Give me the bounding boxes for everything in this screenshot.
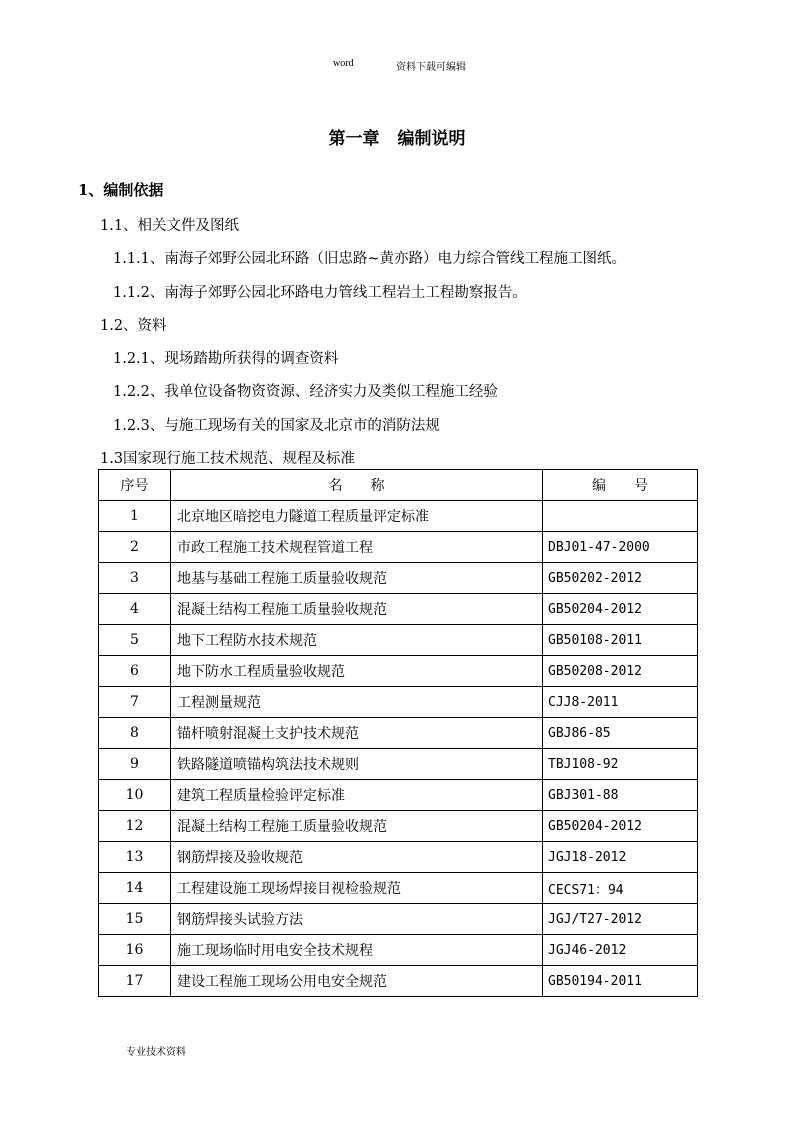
table-row [99,966,698,997]
cell-no: 7 [99,687,171,718]
cell-no: 8 [99,718,171,749]
cell-no: 15 [99,904,171,935]
item-1-1-1: 1.1.1、南海子郊野公园北环路（旧忠路~黄亦路）电力综合管线工程施工图纸。 [113,251,627,267]
table-row [99,842,698,873]
cell-name: 工程测量规范 [171,687,543,718]
cell-no: 10 [99,780,171,811]
chapter-number: 第一章 [328,129,380,149]
cell-code: GB50204-2012 [543,594,698,625]
cell-no: 13 [99,842,171,873]
chapter-name: 编制说明 [397,129,466,149]
cell-name: 施工现场临时用电安全技术规程 [171,935,543,966]
cell-name: 地基与基础工程施工质量验收规范 [171,563,543,594]
cell-no: 16 [99,935,171,966]
cell-code: GBJ86-85 [543,718,698,749]
cell-code: CECS71：94 [543,873,698,904]
cell-code: DBJ01-47-2000 [543,532,698,563]
subsection-1-3: 1.3国家现行施工技术规范、规程及标准 [100,451,356,467]
cell-name: 建筑工程质量检验评定标准 [171,780,543,811]
item-1-1-2: 1.1.2、南海子郊野公园北环路电力管线工程岩土工程勘察报告。 [113,285,527,301]
cell-code: JGJ18-2012 [543,842,698,873]
cell-code: TBJ108-92 [543,749,698,780]
cell-code: CJJ8-2011 [543,687,698,718]
cell-code [543,501,698,532]
table-row [99,904,698,935]
table-row [99,687,698,718]
table-body [99,501,698,997]
cell-no: 3 [99,563,171,594]
header-name: 名 称 [171,470,543,501]
table-row [99,532,698,563]
header-right-label: 资料下载可编辑 [396,62,466,73]
table-row [99,811,698,842]
table-row [99,563,698,594]
cell-name: 锚杆喷射混凝土支护技术规范 [171,718,543,749]
cell-code: JGJ/T27-2012 [543,904,698,935]
cell-name: 钢筋焊接及验收规范 [171,842,543,873]
cell-no: 5 [99,625,171,656]
cell-name: 市政工程施工技术规程管道工程 [171,532,543,563]
cell-name: 混凝土结构工程施工质量验收规范 [171,594,543,625]
cell-name: 混凝土结构工程施工质量验收规范 [171,811,543,842]
cell-no: 4 [99,594,171,625]
header-left-label: word [333,58,354,69]
section-heading-1: 1、编制依据 [78,181,164,199]
table-row [99,656,698,687]
chapter-title [0,124,794,149]
cell-name: 地下工程防水技术规范 [171,625,543,656]
cell-no: 17 [99,966,171,997]
cell-code: GB50194-2011 [543,966,698,997]
cell-code: GB50108-2011 [543,625,698,656]
table-header-row [99,470,698,501]
cell-code: GB50204-2012 [543,811,698,842]
table-row [99,625,698,656]
footer-label: 专业技术资料 [126,1047,186,1058]
item-1-2-3: 1.2.3、与施工现场有关的国家及北京市的消防法规 [113,418,440,434]
cell-code: GB50208-2012 [543,656,698,687]
header-no: 序号 [99,470,171,501]
cell-no: 12 [99,811,171,842]
table-row [99,780,698,811]
header-code: 编 号 [543,470,698,501]
table-row [99,718,698,749]
table-row [99,935,698,966]
cell-no: 2 [99,532,171,563]
cell-name: 地下防水工程质量验收规范 [171,656,543,687]
cell-name: 钢筋焊接头试验方法 [171,904,543,935]
cell-no: 1 [99,501,171,532]
table-row [99,749,698,780]
subsection-1-1: 1.1、相关文件及图纸 [100,218,240,234]
standards-table [98,469,698,997]
cell-name: 工程建设施工现场焊接目视检验规范 [171,873,543,904]
cell-name: 铁路隧道喷锚构筑法技术规则 [171,749,543,780]
item-1-2-1: 1.2.1、现场踏勘所获得的调查资料 [113,351,339,367]
cell-name: 建设工程施工现场公用电安全规范 [171,966,543,997]
cell-code: GB50202-2012 [543,563,698,594]
cell-no: 14 [99,873,171,904]
cell-no: 6 [99,656,171,687]
table-row [99,501,698,532]
item-1-2-2: 1.2.2、我单位设备物资资源、经济实力及类似工程施工经验 [113,384,498,400]
cell-code: JGJ46-2012 [543,935,698,966]
cell-name: 北京地区暗挖电力隧道工程质量评定标准 [171,501,543,532]
cell-no: 9 [99,749,171,780]
table-row [99,594,698,625]
table-row [99,873,698,904]
subsection-1-2: 1.2、资料 [100,318,167,334]
cell-code: GBJ301-88 [543,780,698,811]
